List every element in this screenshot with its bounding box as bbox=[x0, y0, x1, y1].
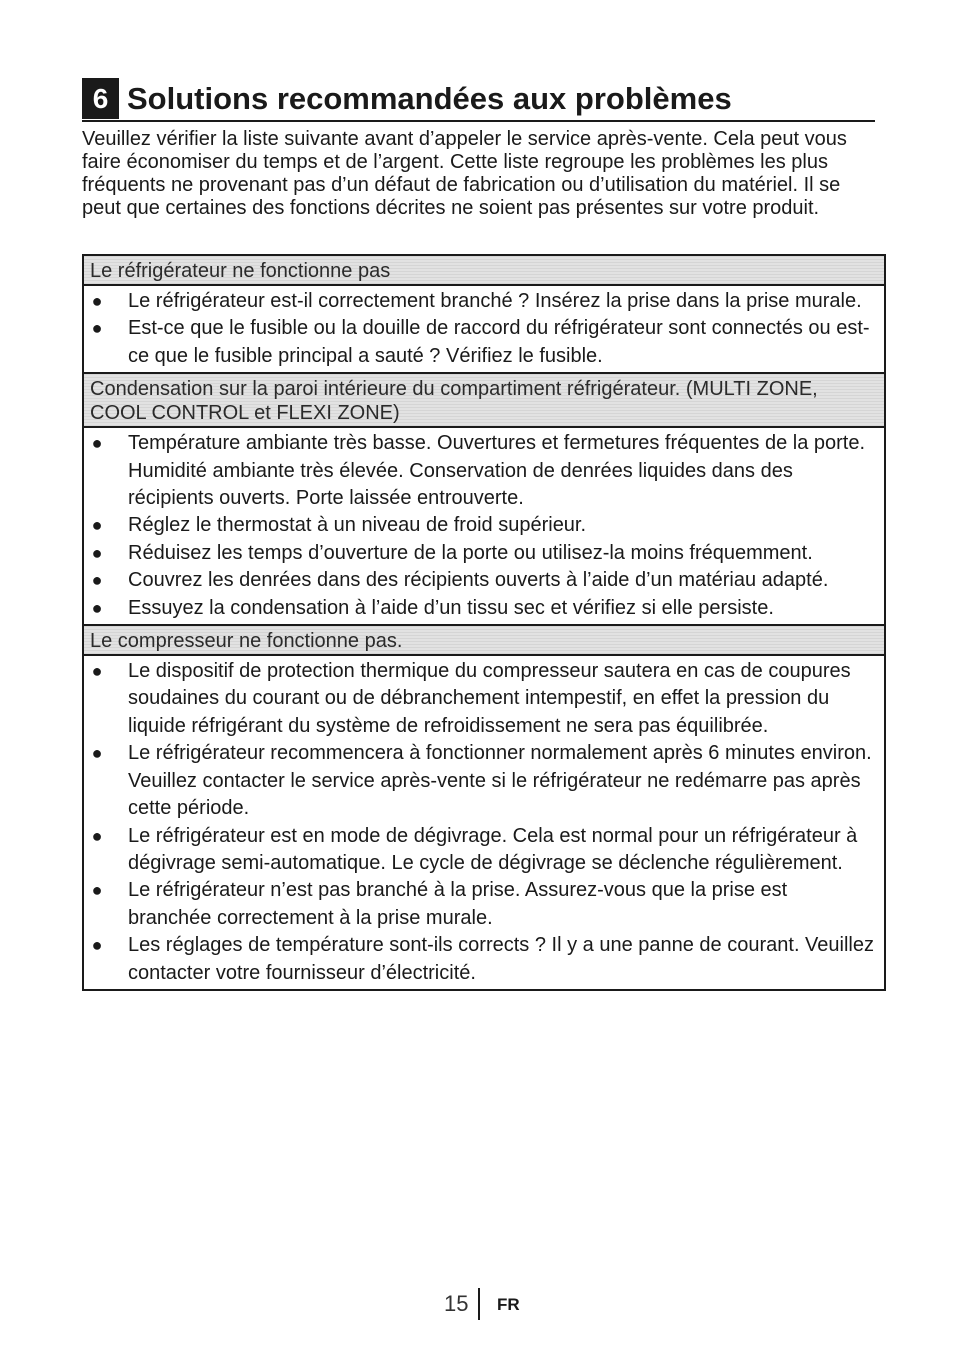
list-item bbox=[84, 658, 876, 740]
language-code: FR bbox=[497, 1295, 520, 1314]
list-item bbox=[84, 540, 876, 567]
bullet-icon: ● bbox=[91, 291, 103, 311]
list-item-text: Essuyez la condensation à l’aide d’un tissu sec et vérifiez si elle persiste. bbox=[128, 596, 774, 619]
section-header: Le réfrigérateur ne fonctionne pas bbox=[84, 256, 884, 286]
chapter-title: Solutions recommandées aux problèmes bbox=[127, 81, 732, 116]
list-item-text: Le réfrigérateur est en mode de dégivrage. Cela est normal pour un réfrigérateur à dégivrage semi-automatique. Le cycle de dégivrage se déclenche régulièrement. bbox=[128, 824, 858, 874]
list-item bbox=[84, 430, 876, 512]
page-footer bbox=[440, 1288, 560, 1320]
footer-divider bbox=[478, 1288, 480, 1320]
list-item bbox=[84, 877, 876, 932]
page-number: 15 bbox=[444, 1291, 469, 1316]
bullet-icon: ● bbox=[91, 825, 103, 846]
troubleshooting-table bbox=[82, 254, 886, 991]
list-item bbox=[84, 932, 876, 987]
list-item bbox=[84, 740, 876, 822]
bullet-icon: ● bbox=[91, 542, 103, 563]
chapter-heading bbox=[82, 78, 875, 122]
list-item-text: Le réfrigérateur n’est pas branché à la prise. Assurez-vous que la prise est branchée correctement à la prise murale. bbox=[128, 879, 788, 929]
bullet-icon: ● bbox=[91, 743, 103, 764]
list-item-text: Réglez le thermostat à un niveau de froid supérieur. bbox=[128, 514, 587, 537]
intro-paragraph: Veuillez vérifier la liste suivante avant d’appeler le service après-vente. Cela peut vous faire économiser du temps et de l’argent. Cette liste regroupe les problèmes les plus fréquents ne provenant pas d’un défaut de fabrication ou d’utilisation du matériel. Il se peut que certaines des fonctions décrites ne soient pas présentes sur votre produit. bbox=[82, 128, 847, 219]
list-item-text: Les réglages de température sont-ils corrects ? Il y a une panne de courant. Veuillez contacter votre fournisseur d’électricité. bbox=[128, 934, 874, 984]
list-item-text: Le réfrigérateur recommencera à fonctionner normalement après 6 minutes environ. Veuillez contacter le service après-vente si le réfrigérateur ne redémarre pas après cette période. bbox=[128, 742, 872, 820]
bullet-icon: ● bbox=[91, 880, 103, 901]
list-item-text: Le dispositif de protection thermique du compresseur sautera en cas de coupures soudaines du courant ou de débranchement intempestif, en effet la pression du liquide réfrigérant du système de refroidissement ne sera pas équilibrée. bbox=[128, 660, 851, 737]
list-item bbox=[84, 823, 876, 878]
bullet-icon: ● bbox=[91, 318, 103, 339]
list-item bbox=[84, 315, 876, 370]
bullet-icon: ● bbox=[91, 661, 103, 682]
list-item-text: Couvrez les denrées dans des récipients ouverts à l’aide d’un matériau adapté. bbox=[128, 569, 829, 592]
bullet-icon: ● bbox=[91, 570, 103, 591]
section-header: Le compresseur ne fonctionne pas. bbox=[84, 626, 884, 656]
list-item bbox=[84, 567, 876, 594]
section-list bbox=[84, 656, 884, 989]
chapter-number: 6 bbox=[82, 78, 119, 119]
list-item bbox=[84, 512, 876, 539]
bullet-icon: ● bbox=[91, 515, 103, 536]
list-item-text: Réduisez les temps d’ouverture de la porte ou utilisez-la moins fréquemment. bbox=[128, 541, 813, 564]
bullet-icon: ● bbox=[91, 597, 103, 618]
section-header: Condensation sur la paroi intérieure du compartiment réfrigérateur. (MULTI ZONE, COOL CONTROL et FLEXI ZONE) bbox=[84, 374, 884, 428]
list-item-text: Est-ce que le fusible ou la douille de raccord du réfrigérateur sont connectés ou est-ce que le fusible principal a sauté ? Vérifiez le fusible. bbox=[128, 317, 870, 367]
list-item-text: Le réfrigérateur est-il correctement branché ? Insérez la prise dans la prise murale. bbox=[128, 290, 862, 312]
list-item bbox=[84, 288, 876, 315]
section-list bbox=[84, 428, 884, 626]
bullet-icon: ● bbox=[91, 935, 103, 956]
bullet-icon: ● bbox=[91, 433, 103, 454]
section-list bbox=[84, 286, 884, 374]
list-item bbox=[84, 595, 876, 622]
list-item-text: Température ambiante très basse. Ouvertures et fermetures fréquentes de la porte. Humidité ambiante très élevée. Conservation de denrées liquides dans des récipients ouverts. Porte laissée entrouverte. bbox=[128, 432, 866, 510]
